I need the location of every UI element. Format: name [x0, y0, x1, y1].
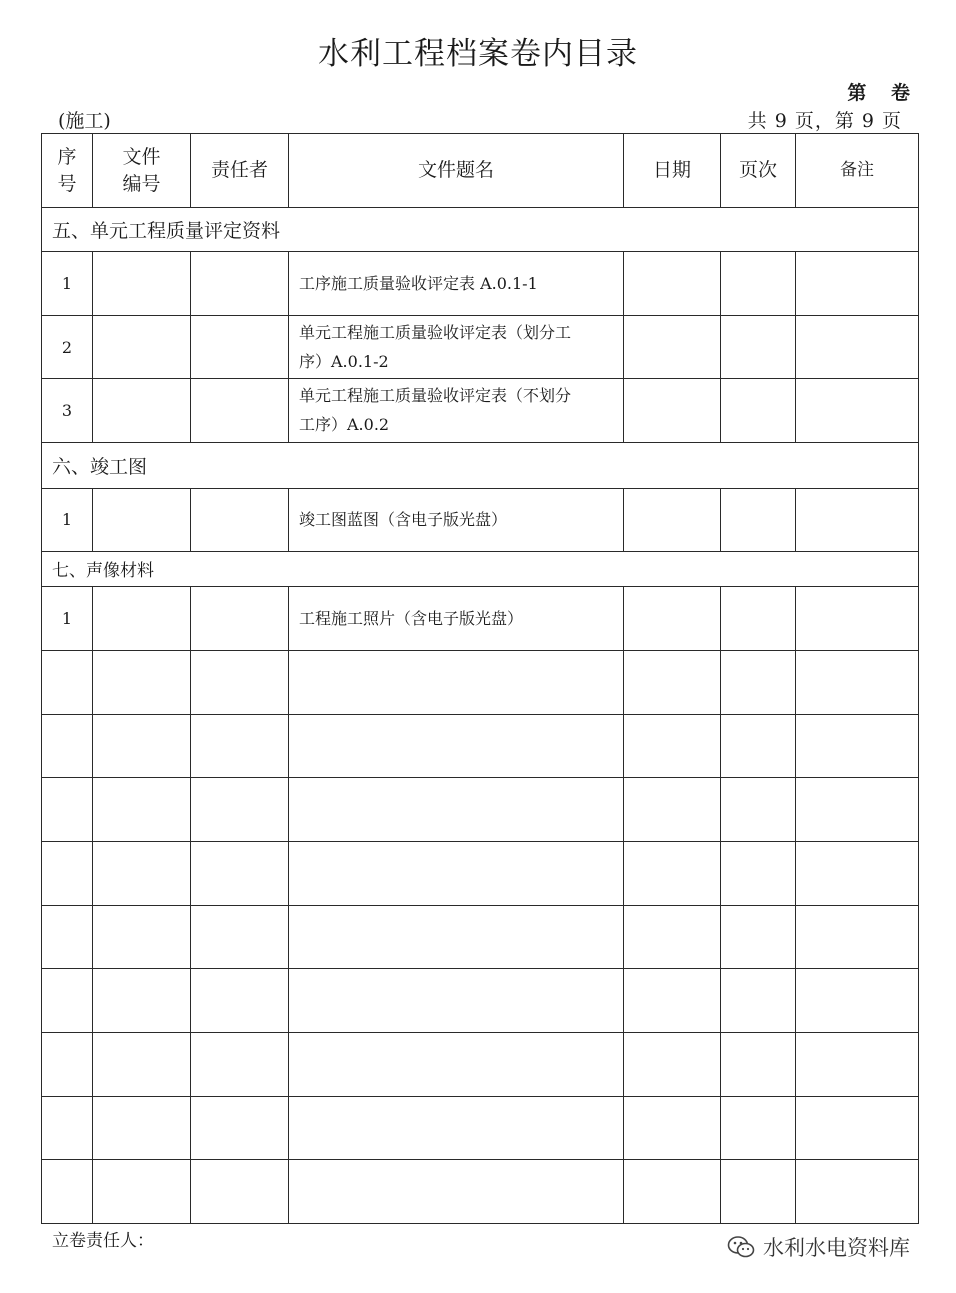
row-title-line: 序）A.0.1-2 [299, 352, 389, 372]
row-remarks [796, 488, 919, 551]
row-seq: 1 [42, 252, 93, 316]
volume-label: 第 卷 [847, 82, 910, 104]
row-responsible [191, 778, 289, 842]
empty-row [42, 1096, 919, 1160]
row-responsible [191, 714, 289, 778]
row-pages [721, 714, 796, 778]
row-seq: 1 [42, 586, 93, 650]
row-title-line: 工程施工照片（含电子版光盘） [299, 608, 524, 628]
header-seq [42, 134, 93, 208]
row-title-line: 竣工图蓝图（含电子版光盘） [299, 510, 508, 530]
header-seq-line1: 序 [57, 145, 77, 168]
section-row [42, 208, 919, 252]
row-date [624, 1160, 721, 1224]
header-file-no [93, 134, 191, 208]
row-file-no [93, 316, 191, 379]
row-title [289, 714, 624, 778]
row-title [289, 316, 624, 379]
row-remarks [796, 905, 919, 969]
header-pages: 页次 [721, 134, 796, 208]
header-row [42, 134, 919, 208]
row-title [289, 1096, 624, 1160]
row-date [624, 969, 721, 1033]
row-pages [721, 905, 796, 969]
row-title [289, 252, 624, 316]
row-file-no [93, 969, 191, 1033]
header-date: 日期 [624, 134, 721, 208]
row-responsible [191, 586, 289, 650]
row-remarks [796, 379, 919, 442]
wechat-icon [727, 1235, 755, 1259]
row-pages [721, 969, 796, 1033]
empty-row [42, 1033, 919, 1097]
row-responsible [191, 1096, 289, 1160]
row-title [289, 1033, 624, 1097]
row-title-line: 工序）A.0.2 [299, 415, 390, 435]
watermark [727, 1232, 910, 1262]
row-pages [721, 379, 796, 442]
row-title-line: 单元工程施工质量验收评定表（不划分 [299, 386, 572, 406]
row-remarks [796, 1160, 919, 1224]
row-seq [42, 651, 93, 715]
row-file-no [93, 778, 191, 842]
row-remarks [796, 586, 919, 650]
row-pages [721, 651, 796, 715]
row-responsible [191, 1033, 289, 1097]
catalog-table [41, 133, 919, 1224]
row-file-no [93, 905, 191, 969]
row-file-no [93, 842, 191, 906]
empty-row [42, 905, 919, 969]
row-remarks [796, 651, 919, 715]
row-date [624, 842, 721, 906]
watermark-text: 水利水电资料库 [763, 1236, 910, 1260]
row-responsible [191, 842, 289, 906]
row-seq [42, 1096, 93, 1160]
row-pages [721, 252, 796, 316]
row-seq [42, 905, 93, 969]
row-responsible [191, 1160, 289, 1224]
empty-row [42, 969, 919, 1033]
document-title: 水利工程档案卷内目录 [318, 36, 638, 72]
responsible-person-label: 立卷责任人： [52, 1231, 154, 1251]
empty-rows-group [42, 651, 919, 1224]
table-row [42, 379, 919, 442]
header-seq-line2: 号 [57, 172, 77, 195]
row-file-no [93, 488, 191, 551]
row-date [624, 714, 721, 778]
row-pages [721, 1096, 796, 1160]
row-title [289, 969, 624, 1033]
row-remarks [796, 714, 919, 778]
page-info: 共 9 页，第 9 页 [747, 110, 902, 132]
header-file-no-line1: 文件 [122, 145, 161, 168]
header-file-no-line2: 编号 [122, 172, 161, 195]
row-seq [42, 714, 93, 778]
row-title [289, 778, 624, 842]
row-pages [721, 842, 796, 906]
row-responsible [191, 379, 289, 442]
row-remarks [796, 252, 919, 316]
header-remarks: 备注 [796, 134, 919, 208]
row-date [624, 905, 721, 969]
section-label: 五、单元工程质量评定资料 [42, 208, 919, 252]
row-date [624, 1033, 721, 1097]
row-title [289, 842, 624, 906]
row-title [289, 1160, 624, 1224]
table-row [42, 586, 919, 650]
row-pages [721, 316, 796, 379]
row-seq [42, 1033, 93, 1097]
row-date [624, 778, 721, 842]
row-remarks [796, 316, 919, 379]
table-row [42, 252, 919, 316]
row-remarks [796, 1096, 919, 1160]
row-pages [721, 1160, 796, 1224]
empty-row [42, 1160, 919, 1224]
row-date [624, 1096, 721, 1160]
row-file-no [93, 1033, 191, 1097]
section-label: 七、声像材料 [42, 551, 919, 586]
empty-row [42, 778, 919, 842]
stage-label: (施工) [58, 110, 111, 132]
row-seq: 2 [42, 316, 93, 379]
row-date [624, 488, 721, 551]
row-file-no [93, 586, 191, 650]
row-responsible [191, 905, 289, 969]
row-responsible [191, 316, 289, 379]
row-file-no [93, 379, 191, 442]
section-row [42, 442, 919, 488]
table-row [42, 488, 919, 551]
row-pages [721, 778, 796, 842]
row-file-no [93, 1096, 191, 1160]
row-remarks [796, 842, 919, 906]
row-title [289, 488, 624, 551]
section-row [42, 551, 919, 586]
row-pages [721, 1033, 796, 1097]
row-responsible [191, 252, 289, 316]
row-title [289, 651, 624, 715]
header-responsible: 责任者 [191, 134, 289, 208]
table-row [42, 316, 919, 379]
row-pages [721, 586, 796, 650]
row-date [624, 252, 721, 316]
row-file-no [93, 1160, 191, 1224]
empty-row [42, 842, 919, 906]
row-pages [721, 488, 796, 551]
row-date [624, 379, 721, 442]
row-remarks [796, 969, 919, 1033]
row-responsible [191, 969, 289, 1033]
row-responsible [191, 651, 289, 715]
empty-row [42, 714, 919, 778]
empty-row [42, 651, 919, 715]
row-remarks [796, 1033, 919, 1097]
row-file-no [93, 714, 191, 778]
section-label: 六、竣工图 [42, 442, 919, 488]
row-title-line: 单元工程施工质量验收评定表（划分工 [299, 323, 572, 343]
row-date [624, 316, 721, 379]
row-seq: 1 [42, 488, 93, 551]
row-seq [42, 969, 93, 1033]
row-seq: 3 [42, 379, 93, 442]
row-title [289, 586, 624, 650]
row-date [624, 586, 721, 650]
row-title-line: 工序施工质量验收评定表 A.0.1-1 [299, 274, 538, 294]
row-file-no [93, 651, 191, 715]
row-seq [42, 842, 93, 906]
row-date [624, 651, 721, 715]
header-title: 文件题名 [289, 134, 624, 208]
row-title [289, 379, 624, 442]
row-file-no [93, 252, 191, 316]
row-remarks [796, 778, 919, 842]
row-seq [42, 778, 93, 842]
row-responsible [191, 488, 289, 551]
row-seq [42, 1160, 93, 1224]
row-title [289, 905, 624, 969]
